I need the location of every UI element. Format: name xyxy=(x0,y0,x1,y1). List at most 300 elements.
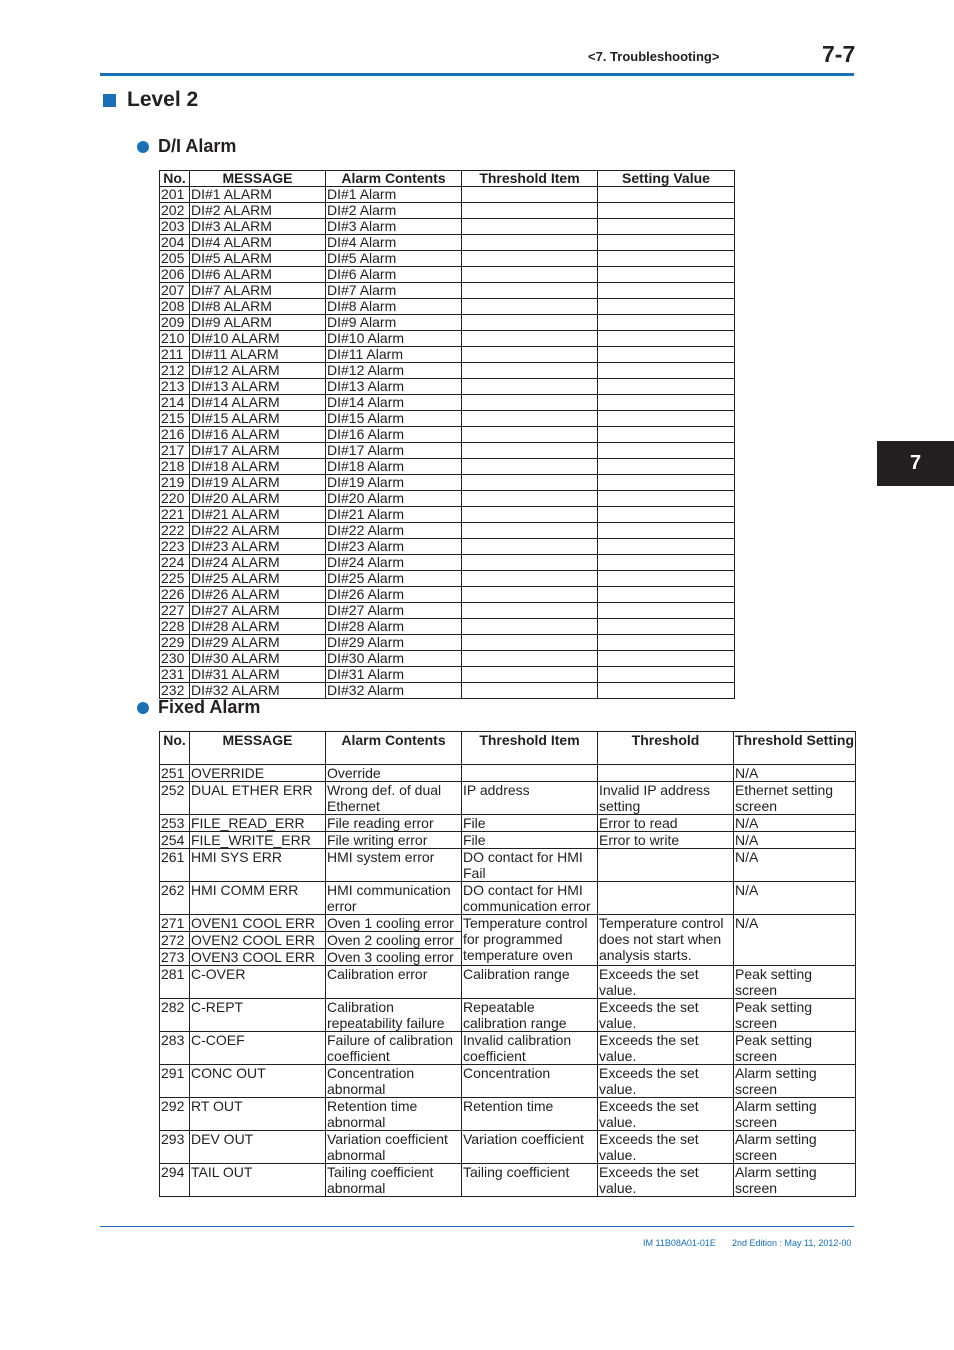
table-cell: DI#22 Alarm xyxy=(326,523,462,539)
table-cell xyxy=(462,331,598,347)
table-cell: DI#24 Alarm xyxy=(326,555,462,571)
table-row xyxy=(160,491,735,507)
table-row xyxy=(160,251,735,267)
table-cell: Alarm setting screen xyxy=(734,1065,856,1098)
table-cell: 227 xyxy=(160,603,190,619)
table-cell: DI#32 ALARM xyxy=(190,683,326,699)
table-cell: DI#10 ALARM xyxy=(190,331,326,347)
table-cell: DI#24 ALARM xyxy=(190,555,326,571)
table-cell: 251 xyxy=(160,765,190,782)
table-cell: Exceeds the set value. xyxy=(598,1065,734,1098)
table-cell: 220 xyxy=(160,491,190,507)
table-row xyxy=(160,331,735,347)
table-cell: Temperature control does not start when analysis starts. xyxy=(598,915,734,966)
table-cell: 294 xyxy=(160,1164,190,1197)
table-cell: HMI COMM ERR xyxy=(190,882,326,915)
table-cell xyxy=(598,882,734,915)
table-cell: Exceeds the set value. xyxy=(598,999,734,1032)
table-cell xyxy=(598,267,735,283)
table-cell: DI#21 Alarm xyxy=(326,507,462,523)
table-cell: TAIL OUT xyxy=(190,1164,326,1197)
table-row xyxy=(160,443,735,459)
table-row xyxy=(160,587,735,603)
table-cell xyxy=(598,443,735,459)
di-alarm-table xyxy=(159,170,735,699)
column-header: Threshold Item xyxy=(462,171,598,187)
table-cell: DI#29 Alarm xyxy=(326,635,462,651)
table-cell: DI#8 ALARM xyxy=(190,299,326,315)
table-cell: N/A xyxy=(734,832,856,849)
table-row xyxy=(160,571,735,587)
table-row xyxy=(160,427,735,443)
table-cell: File xyxy=(462,832,598,849)
table-cell xyxy=(598,507,735,523)
table-cell: DI#13 Alarm xyxy=(326,379,462,395)
table-cell xyxy=(598,363,735,379)
table-cell xyxy=(462,619,598,635)
table-cell: DI#29 ALARM xyxy=(190,635,326,651)
table-cell xyxy=(462,395,598,411)
table-cell: 229 xyxy=(160,635,190,651)
table-cell: Concentration abnormal xyxy=(326,1065,462,1098)
table-cell xyxy=(462,283,598,299)
circle-bullet-icon xyxy=(137,141,149,153)
table-cell: DI#27 Alarm xyxy=(326,603,462,619)
table-row xyxy=(160,459,735,475)
circle-bullet-icon xyxy=(137,702,149,714)
table-cell: 204 xyxy=(160,235,190,251)
table-cell: DI#19 ALARM xyxy=(190,475,326,491)
table-cell: DI#30 Alarm xyxy=(326,651,462,667)
table-cell: DI#11 ALARM xyxy=(190,347,326,363)
table-cell xyxy=(598,651,735,667)
table-cell xyxy=(598,219,735,235)
table-cell xyxy=(598,635,735,651)
table-cell xyxy=(598,395,735,411)
table-cell xyxy=(462,411,598,427)
table-cell xyxy=(598,587,735,603)
table-cell: 262 xyxy=(160,882,190,915)
table-cell: DI#19 Alarm xyxy=(326,475,462,491)
table-cell: Error to write xyxy=(598,832,734,849)
table-cell: RT OUT xyxy=(190,1098,326,1131)
table-cell xyxy=(462,765,598,782)
table-cell: DO contact for HMI communication error xyxy=(462,882,598,915)
table-row xyxy=(160,651,735,667)
table-cell: Peak setting screen xyxy=(734,1032,856,1065)
table-cell xyxy=(598,299,735,315)
table-cell: DI#2 Alarm xyxy=(326,203,462,219)
table-cell: DI#28 ALARM xyxy=(190,619,326,635)
table-cell: DO contact for HMI Fail xyxy=(462,849,598,882)
page-number: 7-7 xyxy=(822,41,856,67)
table-row xyxy=(160,1164,856,1197)
table-cell xyxy=(462,667,598,683)
square-bullet-icon xyxy=(103,94,116,107)
table-row xyxy=(160,283,735,299)
table-cell: DI#2 ALARM xyxy=(190,203,326,219)
column-header: No. xyxy=(160,171,190,187)
table-cell: DI#25 ALARM xyxy=(190,571,326,587)
table-row xyxy=(160,882,856,915)
table-cell: Failure of calibration coefficient xyxy=(326,1032,462,1065)
table-row xyxy=(160,299,735,315)
table-cell: DI#26 Alarm xyxy=(326,587,462,603)
table-cell: 225 xyxy=(160,571,190,587)
table-cell: C-COEF xyxy=(190,1032,326,1065)
table-cell: 207 xyxy=(160,283,190,299)
table-cell: DI#15 Alarm xyxy=(326,411,462,427)
column-header: MESSAGE xyxy=(190,171,326,187)
table-cell: DEV OUT xyxy=(190,1131,326,1164)
table-cell xyxy=(598,765,734,782)
table-row xyxy=(160,475,735,491)
table-cell: Exceeds the set value. xyxy=(598,1131,734,1164)
table-row xyxy=(160,267,735,283)
table-cell: DI#20 ALARM xyxy=(190,491,326,507)
table-cell: N/A xyxy=(734,915,856,966)
table-row xyxy=(160,1131,856,1164)
table-cell: DI#30 ALARM xyxy=(190,651,326,667)
table-cell: Peak setting screen xyxy=(734,999,856,1032)
table-cell: 203 xyxy=(160,219,190,235)
table-cell xyxy=(462,267,598,283)
table-cell: DI#25 Alarm xyxy=(326,571,462,587)
table-cell xyxy=(462,475,598,491)
table-row xyxy=(160,832,856,849)
column-header: Threshold Setting xyxy=(734,732,856,765)
table-cell: 261 xyxy=(160,849,190,882)
table-cell xyxy=(598,315,735,331)
table-cell: C-OVER xyxy=(190,966,326,999)
table-cell xyxy=(598,475,735,491)
table-cell: Exceeds the set value. xyxy=(598,966,734,999)
table-row xyxy=(160,219,735,235)
table-cell: Tailing coefficient xyxy=(462,1164,598,1197)
table-cell xyxy=(462,587,598,603)
table-cell: DI#12 Alarm xyxy=(326,363,462,379)
table-cell: DI#9 Alarm xyxy=(326,315,462,331)
table-row xyxy=(160,667,735,683)
table-row xyxy=(160,411,735,427)
table-cell: DI#18 ALARM xyxy=(190,459,326,475)
table-cell xyxy=(462,571,598,587)
table-cell: DI#4 Alarm xyxy=(326,235,462,251)
table-cell: 232 xyxy=(160,683,190,699)
table-row xyxy=(160,507,735,523)
table-row xyxy=(160,782,856,815)
table-row xyxy=(160,915,856,932)
table-cell: Alarm setting screen xyxy=(734,1164,856,1197)
table-cell: DI#22 ALARM xyxy=(190,523,326,539)
table-row xyxy=(160,395,735,411)
table-cell: HMI SYS ERR xyxy=(190,849,326,882)
table-cell: File writing error xyxy=(326,832,462,849)
table-cell xyxy=(462,683,598,699)
table-cell: Alarm setting screen xyxy=(734,1098,856,1131)
table-cell: 281 xyxy=(160,966,190,999)
table-cell: OVEN3 COOL ERR xyxy=(190,949,326,966)
table-row xyxy=(160,1065,856,1098)
table-cell: DI#6 ALARM xyxy=(190,267,326,283)
table-cell: DI#9 ALARM xyxy=(190,315,326,331)
di-alarm-heading-text: D/I Alarm xyxy=(158,136,237,156)
table-row xyxy=(160,966,856,999)
table-row xyxy=(160,555,735,571)
table-cell xyxy=(462,651,598,667)
table-cell xyxy=(598,235,735,251)
table-cell: Temperature control for programmed temperature oven xyxy=(462,915,598,966)
table-cell xyxy=(462,603,598,619)
table-cell xyxy=(462,555,598,571)
table-cell xyxy=(462,507,598,523)
table-cell: Error to read xyxy=(598,815,734,832)
table-cell: DI#5 Alarm xyxy=(326,251,462,267)
table-cell xyxy=(598,379,735,395)
table-cell: DI#8 Alarm xyxy=(326,299,462,315)
table-row xyxy=(160,363,735,379)
table-cell: 272 xyxy=(160,932,190,949)
table-cell: Tailing coefficient abnormal xyxy=(326,1164,462,1197)
table-cell: 221 xyxy=(160,507,190,523)
table-cell: DI#16 ALARM xyxy=(190,427,326,443)
table-cell: Exceeds the set value. xyxy=(598,1098,734,1131)
table-cell: DI#5 ALARM xyxy=(190,251,326,267)
table-cell: OVEN2 COOL ERR xyxy=(190,932,326,949)
table-cell xyxy=(462,459,598,475)
table-cell xyxy=(598,203,735,219)
table-cell: Exceeds the set value. xyxy=(598,1164,734,1197)
table-cell: 230 xyxy=(160,651,190,667)
table-cell xyxy=(598,331,735,347)
table-cell: N/A xyxy=(734,882,856,915)
table-cell: DI#17 Alarm xyxy=(326,443,462,459)
table-cell xyxy=(598,571,735,587)
table-cell: OVEN1 COOL ERR xyxy=(190,915,326,932)
table-cell: DUAL ETHER ERR xyxy=(190,782,326,815)
table-cell: 214 xyxy=(160,395,190,411)
table-cell: DI#11 Alarm xyxy=(326,347,462,363)
table-cell: DI#6 Alarm xyxy=(326,267,462,283)
table-cell xyxy=(598,523,735,539)
table-cell: 213 xyxy=(160,379,190,395)
table-cell xyxy=(462,379,598,395)
table-cell: 292 xyxy=(160,1098,190,1131)
table-cell: DI#1 ALARM xyxy=(190,187,326,203)
table-cell: N/A xyxy=(734,765,856,782)
table-cell: 271 xyxy=(160,915,190,932)
table-row xyxy=(160,523,735,539)
table-cell: 206 xyxy=(160,267,190,283)
table-cell xyxy=(598,555,735,571)
table-cell: 254 xyxy=(160,832,190,849)
table-cell xyxy=(598,459,735,475)
table-cell: Wrong def. of dual Ethernet xyxy=(326,782,462,815)
table-cell: C-REPT xyxy=(190,999,326,1032)
table-cell: DI#26 ALARM xyxy=(190,587,326,603)
table-row xyxy=(160,379,735,395)
column-header: Alarm Contents xyxy=(326,732,462,765)
table-row xyxy=(160,635,735,651)
footer-divider xyxy=(100,1226,854,1227)
chapter-tab: 7 xyxy=(877,441,954,486)
table-cell: HMI system error xyxy=(326,849,462,882)
fixed-alarm-table xyxy=(159,731,856,1197)
table-cell: Variation coefficient abnormal xyxy=(326,1131,462,1164)
table-row xyxy=(160,347,735,363)
table-cell: 231 xyxy=(160,667,190,683)
table-cell: DI#12 ALARM xyxy=(190,363,326,379)
table-cell: Calibration repeatability failure xyxy=(326,999,462,1032)
table-cell xyxy=(598,603,735,619)
table-cell: 202 xyxy=(160,203,190,219)
table-cell: 219 xyxy=(160,475,190,491)
table-cell: Retention time xyxy=(462,1098,598,1131)
table-cell: 209 xyxy=(160,315,190,331)
table-cell: DI#1 Alarm xyxy=(326,187,462,203)
table-cell: 224 xyxy=(160,555,190,571)
table-cell xyxy=(462,491,598,507)
table-cell xyxy=(462,347,598,363)
table-cell xyxy=(462,427,598,443)
table-row xyxy=(160,187,735,203)
table-row xyxy=(160,315,735,331)
table-cell xyxy=(598,683,735,699)
table-cell xyxy=(462,363,598,379)
table-cell: DI#3 ALARM xyxy=(190,219,326,235)
footer-edition: 2nd Edition : May 11, 2012-00 xyxy=(732,1238,852,1248)
table-cell: 283 xyxy=(160,1032,190,1065)
table-row xyxy=(160,815,856,832)
table-cell: Oven 3 cooling error xyxy=(326,949,462,966)
table-cell: DI#17 ALARM xyxy=(190,443,326,459)
table-cell: DI#10 Alarm xyxy=(326,331,462,347)
table-row xyxy=(160,603,735,619)
table-cell: 208 xyxy=(160,299,190,315)
table-cell: DI#21 ALARM xyxy=(190,507,326,523)
table-cell: DI#13 ALARM xyxy=(190,379,326,395)
table-cell: Retention time abnormal xyxy=(326,1098,462,1131)
table-cell: 215 xyxy=(160,411,190,427)
column-header: Threshold xyxy=(598,732,734,765)
table-row xyxy=(160,849,856,882)
table-cell: 252 xyxy=(160,782,190,815)
table-cell: Peak setting screen xyxy=(734,966,856,999)
table-cell: 226 xyxy=(160,587,190,603)
table-cell: 216 xyxy=(160,427,190,443)
table-cell xyxy=(462,203,598,219)
table-cell: Oven 2 cooling error xyxy=(326,932,462,949)
table-cell: DI#7 ALARM xyxy=(190,283,326,299)
table-cell: Exceeds the set value. xyxy=(598,1032,734,1065)
column-header: MESSAGE xyxy=(190,732,326,765)
table-cell: Alarm setting screen xyxy=(734,1131,856,1164)
table-cell xyxy=(598,539,735,555)
table-cell: Repeatable calibration range xyxy=(462,999,598,1032)
table-cell: Invalid IP address setting xyxy=(598,782,734,815)
table-cell: File xyxy=(462,815,598,832)
table-cell: 253 xyxy=(160,815,190,832)
fixed-alarm-heading xyxy=(137,697,260,718)
table-cell xyxy=(462,235,598,251)
running-header-section: <7. Troubleshooting> xyxy=(588,49,720,64)
table-cell xyxy=(462,315,598,331)
table-cell: DI#23 Alarm xyxy=(326,539,462,555)
table-cell xyxy=(462,539,598,555)
table-cell: N/A xyxy=(734,849,856,882)
table-cell: DI#3 Alarm xyxy=(326,219,462,235)
table-cell xyxy=(598,849,734,882)
table-row xyxy=(160,1032,856,1065)
table-cell: 273 xyxy=(160,949,190,966)
table-cell xyxy=(598,283,735,299)
table-cell xyxy=(598,667,735,683)
table-cell: DI#15 ALARM xyxy=(190,411,326,427)
column-header: Threshold Item xyxy=(462,732,598,765)
table-row xyxy=(160,1098,856,1131)
table-cell xyxy=(598,619,735,635)
table-cell: Calibration range xyxy=(462,966,598,999)
table-cell: 282 xyxy=(160,999,190,1032)
table-row xyxy=(160,203,735,219)
di-alarm-heading xyxy=(137,136,236,157)
table-cell: Invalid calibration coefficient xyxy=(462,1032,598,1065)
table-cell xyxy=(462,251,598,267)
table-cell: 205 xyxy=(160,251,190,267)
table-cell xyxy=(598,491,735,507)
table-cell xyxy=(598,427,735,443)
table-cell xyxy=(598,187,735,203)
level-heading-text: Level 2 xyxy=(127,88,199,111)
table-row xyxy=(160,539,735,555)
table-cell xyxy=(462,443,598,459)
table-cell: DI#14 ALARM xyxy=(190,395,326,411)
table-row xyxy=(160,999,856,1032)
table-cell: DI#31 ALARM xyxy=(190,667,326,683)
table-cell: 217 xyxy=(160,443,190,459)
table-cell: DI#18 Alarm xyxy=(326,459,462,475)
table-cell xyxy=(462,635,598,651)
table-cell: DI#23 ALARM xyxy=(190,539,326,555)
table-cell: DI#31 Alarm xyxy=(326,667,462,683)
table-cell xyxy=(598,411,735,427)
table-cell: 293 xyxy=(160,1131,190,1164)
table-cell: DI#28 Alarm xyxy=(326,619,462,635)
table-cell: DI#20 Alarm xyxy=(326,491,462,507)
level-heading xyxy=(103,88,198,112)
table-cell: OVERRIDE xyxy=(190,765,326,782)
table-cell: Variation coefficient xyxy=(462,1131,598,1164)
table-cell: Ethernet setting screen xyxy=(734,782,856,815)
table-cell: DI#7 Alarm xyxy=(326,283,462,299)
column-header: No. xyxy=(160,732,190,765)
table-cell: 211 xyxy=(160,347,190,363)
table-cell xyxy=(462,299,598,315)
table-cell xyxy=(462,523,598,539)
table-cell xyxy=(462,187,598,203)
table-cell: DI#32 Alarm xyxy=(326,683,462,699)
column-header: Alarm Contents xyxy=(326,171,462,187)
table-row xyxy=(160,619,735,635)
table-cell: 212 xyxy=(160,363,190,379)
table-cell xyxy=(598,251,735,267)
table-cell: DI#14 Alarm xyxy=(326,395,462,411)
table-cell: Oven 1 cooling error xyxy=(326,915,462,932)
table-cell: FILE_WRITE_ERR xyxy=(190,832,326,849)
table-cell: FILE_READ_ERR xyxy=(190,815,326,832)
header-divider xyxy=(100,73,854,76)
table-cell: DI#16 Alarm xyxy=(326,427,462,443)
